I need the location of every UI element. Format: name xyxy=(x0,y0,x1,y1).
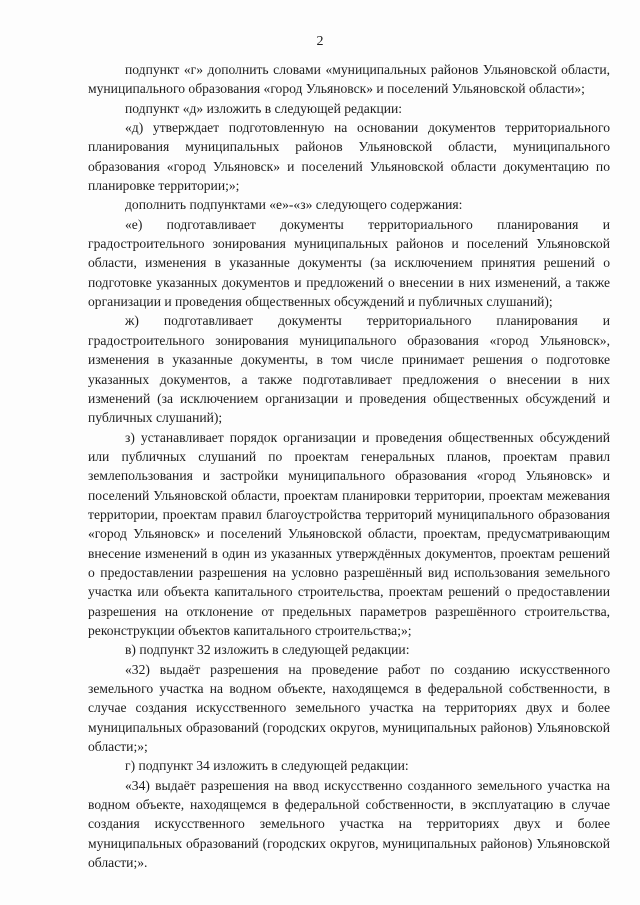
paragraph: «32) выдаёт разрешения на проведение работ по созданию искусственного земельного участка на водном объекте, находящемся в федеральной собственности, в случае создания искусственного земельного участка на территориях двух и более муниципальных образований (городских округов, муниципальных районов) Ульяновской области;»; xyxy=(88,661,610,755)
paragraph: ж) подготавливает документы территориального планирования и градостроительного зонирования муниципального образования «город Ульяновск», изменения в указанные документы, в том числе принимает решения о подготовке указанных документов, а также подготавливает предложения о внесении в них изменений (за исключением организации и проведения общественных обсуждений и публичных слушаний); xyxy=(88,313,610,426)
paragraph: «д) утверждает подготовленную на основании документов территориального планирования муниципальных районов Ульяновской области, муниципального образования «город Ульяновск» и поселений Ульяновской области документацию по планировке территории;»; xyxy=(88,120,610,194)
paragraph: подпункт «д» изложить в следующей редакции: xyxy=(125,100,403,116)
paragraph: подпункт «г» дополнить словами «муниципальных районов Ульяновской области, муниципального образования «город Ульяновск» и поселений Ульяновской области»; xyxy=(88,62,610,97)
paragraph: дополнить подпунктами «е»-«з» следующего содержания: xyxy=(125,197,463,213)
paragraph: в) подпункт 32 изложить в следующей редакции: xyxy=(125,642,410,658)
page-number: 2 xyxy=(316,34,324,49)
paragraph: «34) выдаёт разрешения на ввод искусственно созданного земельного участка на водном объекте, находящемся в федеральной собственности, в эксплуатацию в случае создания искусственного земельного участка на территориях двух и более муниципальных образований (городских округов, муниципальных районов) Ульяновской области;». xyxy=(88,777,610,871)
paragraph: «е) подготавливает документы территориального планирования и градостроительного зонирования муниципальных районов и поселений Ульяновской области, изменения в указанные документы (за исключением принятия решений о подготовке указанных документов и предложений о внесении в них изменений, а также организации и проведения общественных обсуждений и публичных слушаний); xyxy=(88,216,610,310)
paragraph: з) устанавливает порядок организации и проведения общественных обсуждений или публичных слушаний по проектам генеральных планов, проектам правил землепользования и застройки муниципального образования «город Ульяновск» и поселений Ульяновской области, проектам планировки территории, проектам межевания территории, проектам правил благоустройства территорий муниципального образования «город Ульяновск» и поселений Ульяновской области, проектам, предусматривающим внесение изменений в один из указанных утверждённых документов, проектам решений о предоставлении разрешения на условно разрешённый вид использования земельного участка или объекта капитального строительства, проектам решений о предоставлении разрешения на отклонение от предельных параметров разрешённого строительства, реконструкции объектов капитального строительства;»; xyxy=(88,429,610,638)
paragraph: г) подпункт 34 изложить в следующей редакции: xyxy=(125,758,409,774)
document-body xyxy=(88,60,610,872)
